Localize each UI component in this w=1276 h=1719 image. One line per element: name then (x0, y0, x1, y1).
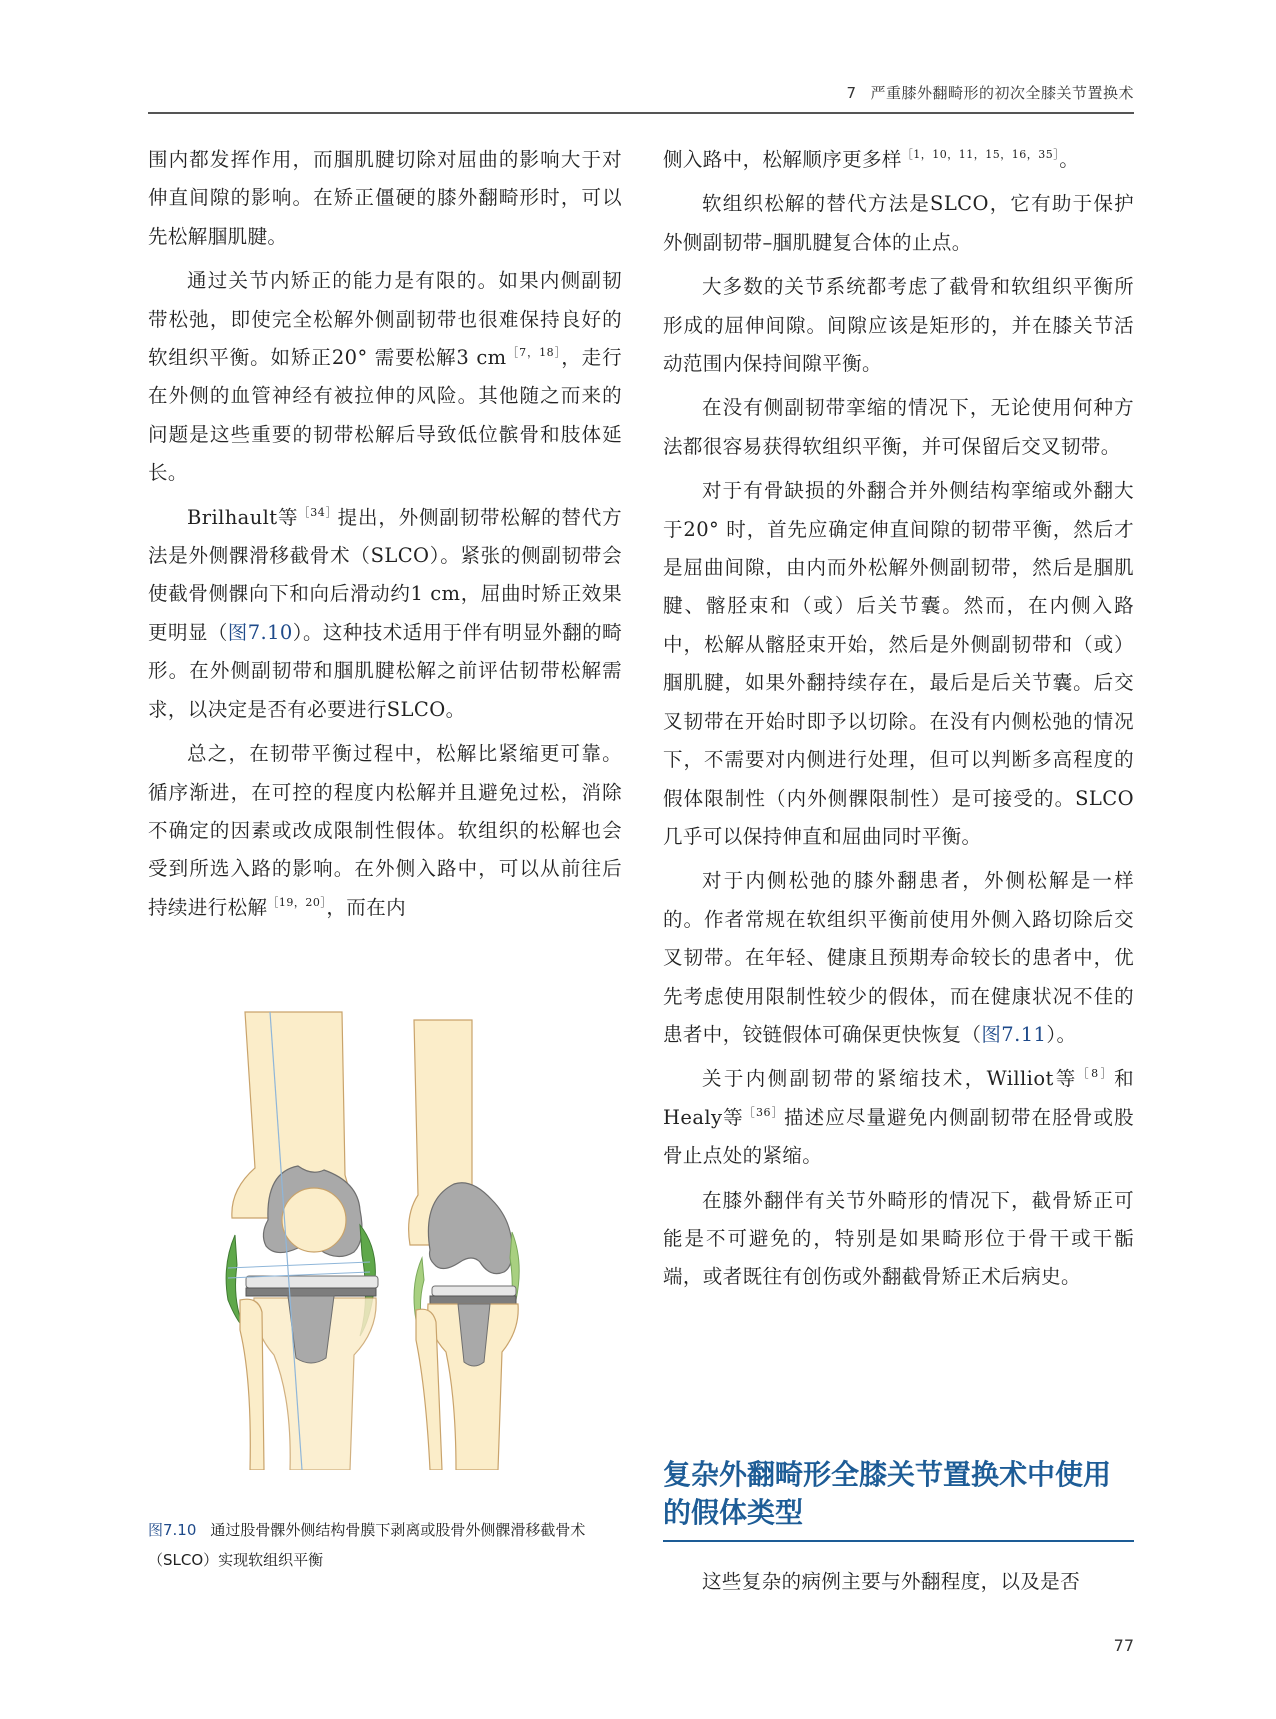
text-run: 总之，在韧带平衡过程中，松解比紧缩更可靠。循序渐进，在可控的程度内松解并且避免过松，消除不确定的因素或改成限制性假体。软组织的松解也会受到所选入路的影响。在外侧入路中，可以从前往后持续进行松解 (148, 742, 622, 919)
text-run: 侧入路中，松解顺序更多样 (663, 148, 902, 171)
text-run: ）。这种技术适用于伴有明显外翻的畸形。在外侧副韧带和腘肌腱松解之前评估韧带松解需求，以决定是否有必要进行SLCO。 (148, 620, 622, 721)
paragraph (148, 262, 622, 492)
figure-reference-link[interactable]: 图7.11 (981, 1022, 1047, 1046)
tibial-stem-overlay (288, 1296, 334, 1363)
citation: ［8］ (1077, 1067, 1115, 1081)
paragraph: 围内都发挥作用，而腘肌腱切除对屈曲的影响大于对伸直间隙的影响。在矫正僵硬的膝外翻畸形时，可以先松解腘肌腱。 (148, 148, 622, 248)
right-column (663, 141, 1134, 1297)
paragraph (663, 141, 1134, 179)
text-run: ，走行在外侧的血管神经有被拉伸的风险。其他随之而来的问题是这些重要的韧带松解后导致低位髌骨和肢体延长。 (148, 346, 622, 485)
joint-line-1 (228, 1262, 370, 1268)
femoral-component (428, 1183, 512, 1274)
text-run: 关于内侧副韧带的紧缩技术，Williot等 (702, 1067, 1078, 1091)
citation: ［7，18］ (506, 346, 562, 360)
paragraph: 大多数的关节系统都考虑了截骨和软组织平衡所形成的屈伸间隙。间隙应该是矩形的，并在膝关节活动范围内保持间隙平衡。 (663, 275, 1134, 376)
text-run: ，而在内 (326, 895, 407, 919)
left-column (148, 141, 622, 927)
text-run: 。 (1059, 148, 1080, 171)
citation: ［34］ (298, 505, 338, 519)
tibial-tray (430, 1296, 516, 1304)
paragraph (663, 1060, 1134, 1175)
figure-reference-link[interactable]: 图7.10 (227, 620, 293, 644)
chapter-title: 严重膝外翻畸形的初次全膝关节置换术 (870, 84, 1134, 102)
text-run: 和Healy等 (663, 1067, 1135, 1129)
section-heading: 复杂外翻畸形全膝关节置换术中使用的假体类型 (663, 1456, 1134, 1542)
chapter-number: 7 (846, 84, 857, 102)
left-knee-drawing (226, 1012, 378, 1470)
chapter-header (846, 82, 1134, 103)
paragraph: 在膝外翻伴有关节外畸形的情况下，截骨矫正可能是不可避免的，特别是如果畸形位于骨干或干骺端，或者既往有创伤或外翻截骨矫正术后病史。 (663, 1188, 1134, 1289)
figure-label: 图7.10 (148, 1521, 197, 1539)
knee-illustration (210, 1000, 590, 1470)
paragraph (148, 499, 622, 729)
paragraph: 这些复杂的病例主要与外翻程度，以及是否 (702, 1570, 1081, 1593)
paragraph (148, 735, 622, 927)
paragraph: 对于有骨缺损的外翻合并外侧结构挛缩或外翻大于20° 时，首先应确定伸直间隙的韧带平衡，然后才是屈曲间隙，由内而外松解外侧副韧带，然后是腘肌腱、髂胫束和（或）后关节囊。然而，在内侧入路中，松解从髂胫束开始，然后是外侧副韧带和（或）腘肌腱，如果外翻持续存在，最后是后关节囊。后交叉韧带在开始时即予以切除。在没有内侧松弛的情况下，不需要对内侧进行处理，但可以判断多高程度的假体限制性（内外侧髁限制性）是可接受的。SLCO几乎可以保持伸直和屈曲同时平衡。 (663, 479, 1134, 848)
text-run: Brilhault等 (187, 505, 299, 529)
tibial-tray (246, 1288, 376, 1296)
citation: ［36］ (743, 1105, 784, 1119)
citation: ［19，20］ (267, 895, 327, 909)
patella (282, 1188, 346, 1252)
text-run: 通过关节内矫正的能力是有限的。如果内侧副韧带松弛，即使完全松解外侧副韧带也很难保持良好的软组织平衡。如矫正20° 需要松解3 cm (148, 269, 622, 370)
caption-text: 通过股骨髁外侧结构骨膜下剥离或股骨外侧髁滑移截骨术（SLCO）实现软组织平衡 (148, 1521, 586, 1569)
text-run: 对于内侧松弛的膝外翻患者，外侧松解是一样的。作者常规在软组织平衡前使用外侧入路切除后交叉韧带。在年轻、健康且预期寿命较长的患者中，优先考虑使用限制性较少的假体，而在健康状况不佳的患者中，铰链假体可确保更快恢复（ (663, 869, 1134, 1046)
running-header (148, 78, 1134, 114)
page-number: 77 (1113, 1636, 1134, 1655)
fibula (240, 1299, 264, 1470)
right-knee-drawing (409, 1020, 520, 1470)
text-run: ）。 (1046, 1022, 1077, 1046)
tibial-insert (246, 1276, 378, 1288)
text-run: 提出，外侧副韧带松解的替代方法是外侧髁滑移截骨术（SLCO）。紧张的侧副韧带会使截骨侧髁向下和向后滑动约1 cm，屈曲时矫正效果更明显（ (148, 505, 622, 644)
paragraph: 软组织松解的替代方法是SLCO，它有助于保护外侧副韧带–腘肌腱复合体的止点。 (663, 192, 1134, 254)
tibial-insert (432, 1286, 516, 1296)
paragraph (663, 862, 1134, 1054)
paragraph: 在没有侧副韧带挛缩的情况下，无论使用何种方法都很容易获得软组织平衡，并可保留后交叉韧带。 (663, 396, 1134, 458)
text-run: 描述应尽量避免内侧副韧带在胫骨或股骨止点处的紧缩。 (663, 1105, 1135, 1168)
citation: ［1，10，11，15，16，35］ (901, 148, 1060, 161)
figure-caption (148, 1515, 622, 1575)
